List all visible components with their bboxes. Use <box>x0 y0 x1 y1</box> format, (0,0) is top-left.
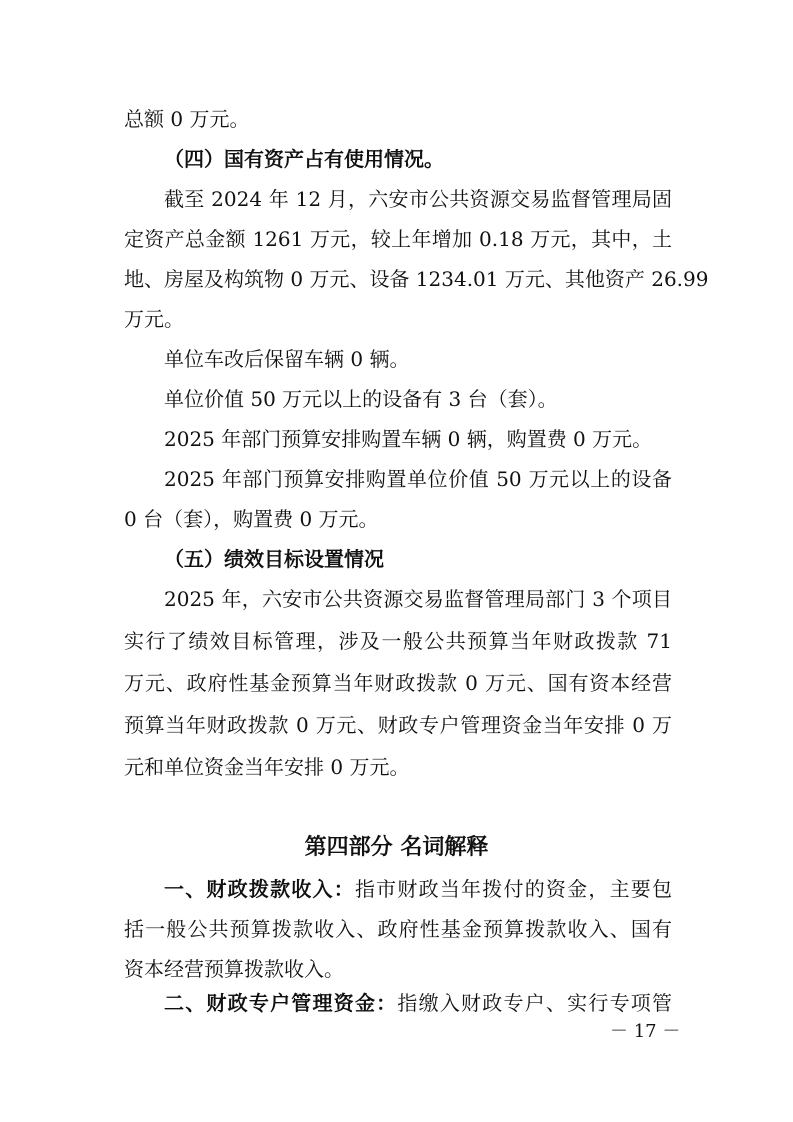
definition-line <box>164 876 672 902</box>
section-heading-assets: （四）国有资产占有使用情况。 <box>164 147 444 171</box>
definition-text: 指市财政当年拨付的资金，主要包 <box>354 877 673 901</box>
paragraph-line: 万元、政府性基金预算当年财政拨款 0 万元、国有资本经营 <box>124 671 672 695</box>
page-number: － 17 － <box>610 1021 681 1042</box>
paragraph-line: 截至 2024 年 12 月，六安市公共资源交易监督管理局固 <box>164 187 672 211</box>
paragraph-line: 2025 年部门预算安排购置车辆 0 辆，购置费 0 万元。 <box>164 427 653 451</box>
definition-line <box>164 990 672 1016</box>
paragraph-line: 总额 0 万元。 <box>124 107 250 131</box>
paragraph-line: 2025 年，六安市公共资源交易监督管理局部门 3 个项目 <box>164 587 672 611</box>
section-heading-performance: （五）绩效目标设置情况 <box>164 547 384 571</box>
paragraph-line: 实行了绩效目标管理，涉及一般公共预算当年财政拨款 71 <box>124 629 672 653</box>
paragraph-line: 括一般公共预算拨款收入、政府性基金预算拨款收入、国有 <box>124 917 672 941</box>
paragraph-line: 0 台（套），购置费 0 万元。 <box>124 507 379 531</box>
paragraph-line: 预算当年财政拨款 0 万元、财政专户管理资金当年安排 0 万 <box>124 713 672 737</box>
paragraph-line: 2025 年部门预算安排购置单位价值 50 万元以上的设备 <box>164 467 672 491</box>
paragraph-line: 单位车改后保留车辆 0 辆。 <box>164 347 410 371</box>
definition-text: 指缴入财政专户、实行专项管 <box>397 991 673 1015</box>
paragraph-line: 地、房屋及构筑物 0 万元、设备 1234.01 万元、其他资产 26.99 <box>124 267 709 291</box>
paragraph-line: 万元。 <box>124 307 184 331</box>
paragraph-line: 定资产总金额 1261 万元，较上年增加 0.18 万元，其中，土 <box>124 227 672 251</box>
definition-term: 一、财政拨款收入： <box>164 877 355 901</box>
definition-term: 二、财政专户管理资金： <box>164 991 398 1015</box>
paragraph-line: 资本经营预算拨款收入。 <box>124 957 344 981</box>
paragraph-line: 单位价值 50 万元以上的设备有 3 台（套）。 <box>164 387 558 411</box>
part-four-title: 第四部分 名词解释 <box>304 835 489 860</box>
paragraph-line: 元和单位资金当年安排 0 万元。 <box>124 755 410 779</box>
